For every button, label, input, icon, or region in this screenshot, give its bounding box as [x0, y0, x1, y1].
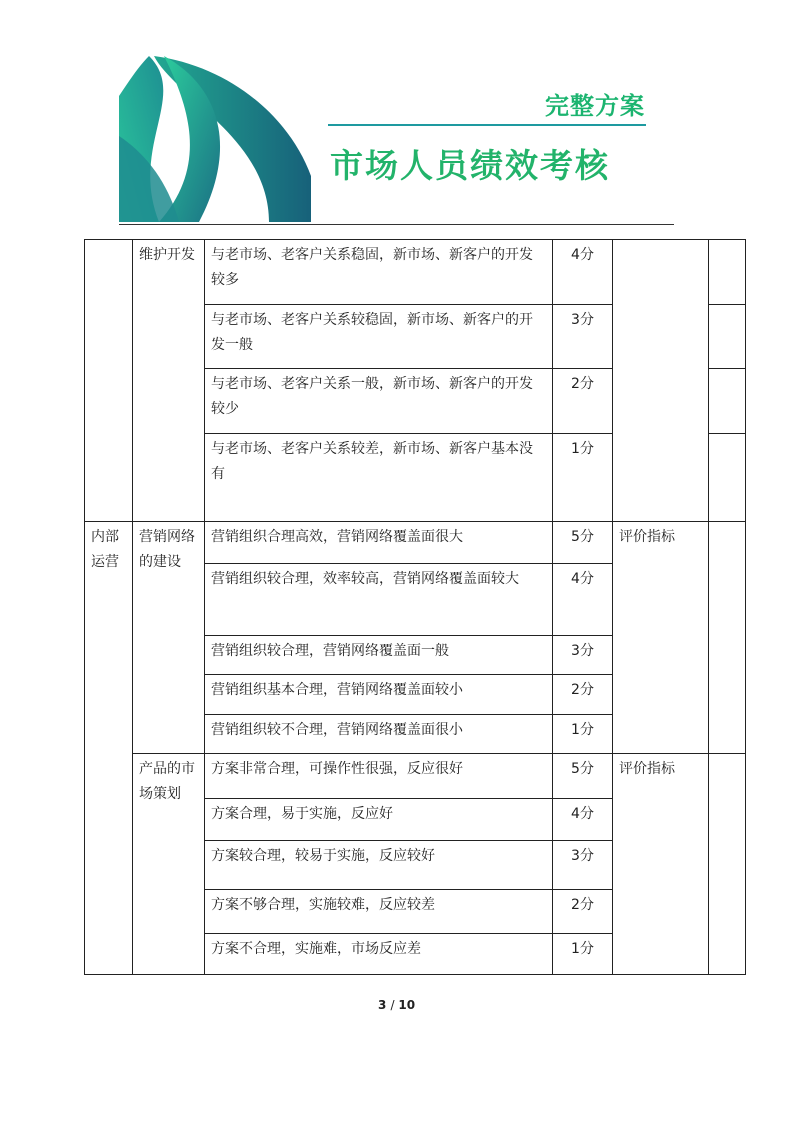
score-cell: 2分 [553, 675, 613, 715]
blank-cell [709, 522, 746, 754]
indicator-cell [613, 240, 709, 522]
criteria-cell: 营销组织较合理，效率较高，营销网络覆盖面较大 [205, 564, 553, 636]
blank-cell [709, 434, 746, 522]
page-number [0, 998, 793, 1012]
table-row [85, 522, 746, 564]
criteria-cell: 与老市场、老客户关系一般，新市场、新客户的开发较少 [205, 369, 553, 434]
criteria-cell: 营销组织合理高效，营销网络覆盖面很大 [205, 522, 553, 564]
criteria-cell: 与老市场、老客户关系较差，新市场、新客户基本没有 [205, 434, 553, 522]
indicator-cell: 评价指标 [613, 754, 709, 975]
score-cell: 2分 [553, 890, 613, 934]
criteria-cell: 与老市场、老客户关系稳固，新市场、新客户的开发较多 [205, 240, 553, 305]
criteria-cell: 方案较合理，较易于实施，反应较好 [205, 841, 553, 890]
score-cell: 1分 [553, 934, 613, 975]
category-cell: 内部运营 [85, 522, 133, 975]
score-cell: 5分 [553, 754, 613, 799]
evaluation-table [84, 239, 746, 975]
category-cell [85, 240, 133, 522]
table-row [85, 240, 746, 305]
blank-cell [709, 754, 746, 975]
item-cell: 产品的市场策划 [133, 754, 205, 975]
document-subtitle: 完整方案 [545, 92, 645, 120]
table-row [85, 754, 746, 799]
total-pages: 10 [398, 998, 416, 1012]
criteria-cell: 营销组织较合理，营销网络覆盖面一般 [205, 636, 553, 675]
document-title: 市场人员绩效考核 [330, 146, 610, 185]
logo-graphic [119, 56, 311, 222]
header-divider [119, 224, 674, 225]
score-cell: 1分 [553, 715, 613, 754]
item-cell: 营销网络的建设 [133, 522, 205, 754]
score-cell: 4分 [553, 799, 613, 841]
score-cell: 3分 [553, 636, 613, 675]
title-divider [328, 124, 646, 126]
criteria-cell: 方案非常合理，可操作性很强，反应很好 [205, 754, 553, 799]
item-cell: 维护开发 [133, 240, 205, 522]
criteria-cell: 营销组织基本合理，营销网络覆盖面较小 [205, 675, 553, 715]
score-cell: 3分 [553, 305, 613, 369]
score-cell: 2分 [553, 369, 613, 434]
score-cell: 4分 [553, 240, 613, 305]
blank-cell [709, 240, 746, 305]
score-cell: 4分 [553, 564, 613, 636]
blank-cell [709, 305, 746, 369]
indicator-cell: 评价指标 [613, 522, 709, 754]
criteria-cell: 方案不够合理，实施较难，反应较差 [205, 890, 553, 934]
score-cell: 3分 [553, 841, 613, 890]
blank-cell [709, 369, 746, 434]
score-cell: 5分 [553, 522, 613, 564]
score-cell: 1分 [553, 434, 613, 522]
current-page: 3 [377, 998, 387, 1012]
criteria-cell: 与老市场、老客户关系较稳固，新市场、新客户的开发一般 [205, 305, 553, 369]
criteria-cell: 营销组织较不合理，营销网络覆盖面很小 [205, 715, 553, 754]
criteria-cell: 方案合理，易于实施，反应好 [205, 799, 553, 841]
criteria-cell: 方案不合理，实施难，市场反应差 [205, 934, 553, 975]
page-separator: / [390, 998, 399, 1012]
